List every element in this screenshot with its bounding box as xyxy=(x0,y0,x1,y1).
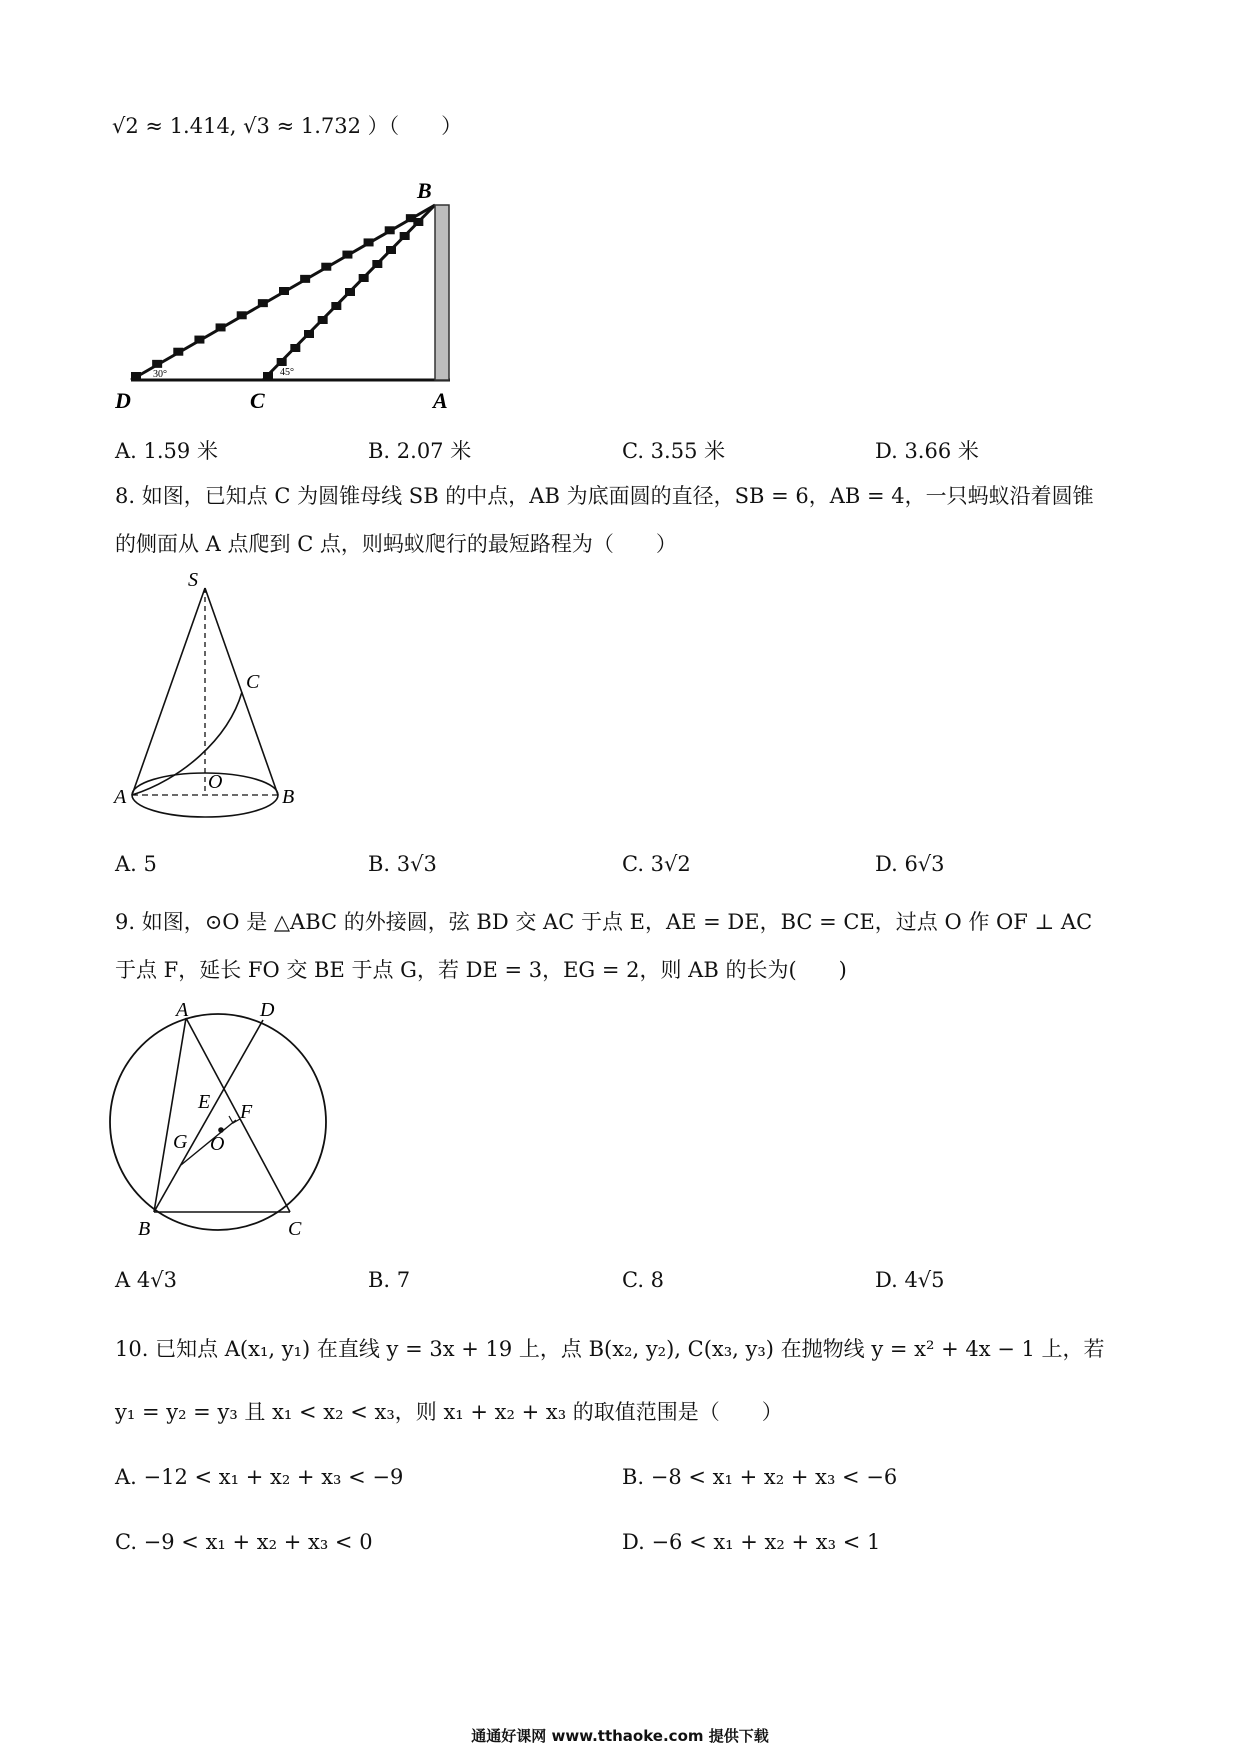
q10-option-d: D. −6 < x₁ + x₂ + x₃ < 1 xyxy=(622,1530,881,1554)
q9-label-o: O xyxy=(210,1133,225,1155)
q7-stairs-figure xyxy=(115,170,470,420)
q10-stem-line2: y₁ = y₂ = y₃ 且 x₁ < x₂ < x₃，则 x₁ + x₂ + x₃ 的取值范围是（ ） xyxy=(115,1400,783,1424)
q8-option-d: D. 6√3 xyxy=(875,852,945,876)
q9-option-c: C. 8 xyxy=(622,1268,665,1292)
q8-option-b: B. 3√3 xyxy=(368,852,437,876)
q10-option-a: A. −12 < x₁ + x₂ + x₃ < −9 xyxy=(115,1465,404,1489)
q7-angle-c: 45° xyxy=(280,367,294,378)
q8-label-o: O xyxy=(208,771,223,793)
q7-label-d: D xyxy=(115,388,131,413)
q8-label-s: S xyxy=(188,570,198,591)
q7-option-d: D. 3.66 米 xyxy=(875,439,979,463)
q10-stem-line1: 10. 已知点 A(x₁, y₁) 在直线 y = 3x + 19 上，点 B(x₂, y₂), C(x₃, y₃) 在抛物线 y = x² + 4x − 1 上，若 xyxy=(115,1337,1105,1361)
q8-stem-line1: 8. 如图，已知点 C 为圆锥母线 SB 的中点，AB 为底面圆的直径，SB = 6，AB = 4，一只蚂蚁沿着圆锥 xyxy=(115,484,1094,508)
q9-label-g: G xyxy=(173,1131,188,1153)
q8-label-a: A xyxy=(114,786,127,808)
q9-stem-line1: 9. 如图，⊙O 是 △ABC 的外接圆，弦 BD 交 AC 于点 E，AE = DE，BC = CE，过点 O 作 OF ⊥ AC xyxy=(115,910,1093,934)
q9-label-c: C xyxy=(288,1218,302,1240)
q9-label-e: E xyxy=(198,1091,211,1113)
q8-stem-line2: 的侧面从 A 点爬到 C 点，则蚂蚁爬行的最短路程为（ ） xyxy=(115,532,677,556)
q9-circle-figure xyxy=(108,1000,338,1245)
q9-label-f: F xyxy=(240,1101,253,1123)
q9-option-b: B. 7 xyxy=(368,1268,411,1292)
q8-label-b: B xyxy=(282,786,295,808)
q9-option-d: D. 4√5 xyxy=(875,1268,945,1292)
q10-option-c: C. −9 < x₁ + x₂ + x₃ < 0 xyxy=(115,1530,373,1554)
q7-angle-d: 30° xyxy=(153,369,167,380)
q9-option-a: A 4√3 xyxy=(115,1268,177,1292)
q7-tail-text: √2 ≈ 1.414, √3 ≈ 1.732 ）（ ） xyxy=(112,114,463,138)
q7-option-a: A. 1.59 米 xyxy=(115,439,218,463)
q7-label-c: C xyxy=(250,388,265,413)
page-footer: 通通好课网 www.tthaoke.com 提供下载 xyxy=(471,1727,769,1745)
q7-option-b: B. 2.07 米 xyxy=(368,439,472,463)
q8-cone-figure xyxy=(110,570,310,820)
q7-label-a: A xyxy=(433,388,448,413)
q8-option-a: A. 5 xyxy=(115,852,157,876)
q9-label-b: B xyxy=(138,1218,151,1240)
q9-label-a: A xyxy=(176,1000,189,1021)
q9-label-d: D xyxy=(260,1000,275,1021)
q8-option-c: C. 3√2 xyxy=(622,852,691,876)
q9-stem-line2: 于点 F，延长 FO 交 BE 于点 G，若 DE = 3，EG = 2，则 AB 的长为( ) xyxy=(115,958,847,982)
q10-option-b: B. −8 < x₁ + x₂ + x₃ < −6 xyxy=(622,1465,898,1489)
q8-label-c: C xyxy=(246,671,260,693)
q7-label-b: B xyxy=(417,178,432,203)
q7-option-c: C. 3.55 米 xyxy=(622,439,726,463)
